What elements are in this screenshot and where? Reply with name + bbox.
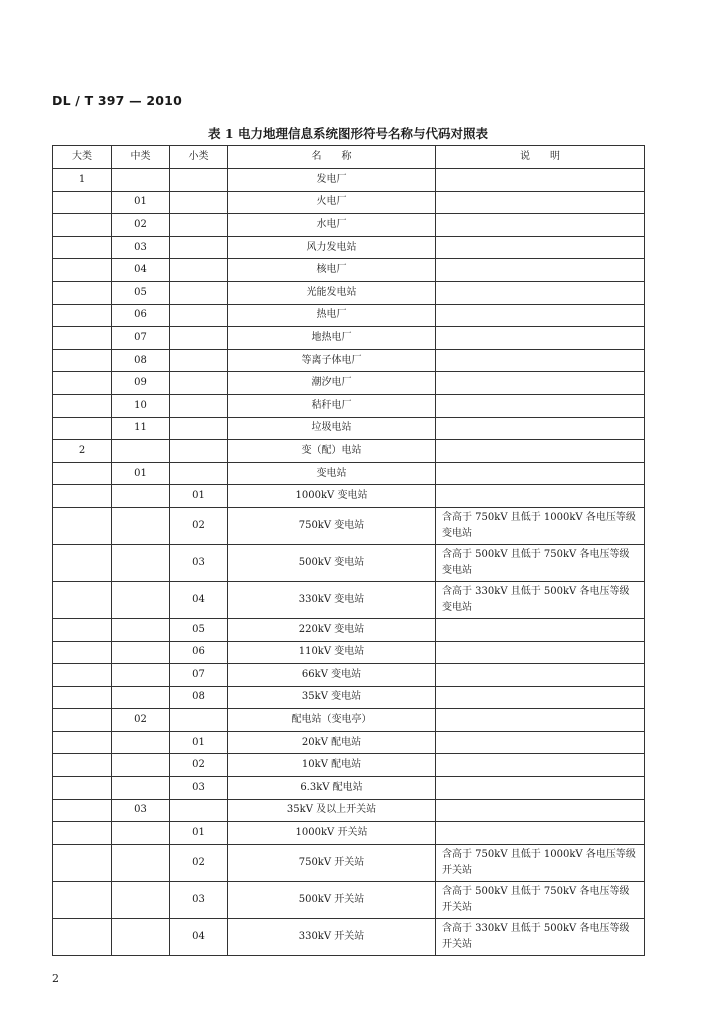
cell-description	[436, 686, 645, 709]
cell-minor-class	[170, 169, 228, 192]
cell-minor-class: 02	[170, 507, 228, 544]
cell-description	[436, 709, 645, 732]
table-row	[53, 581, 645, 618]
cell-minor-class: 02	[170, 844, 228, 881]
table-row	[53, 754, 645, 777]
cell-minor-class: 01	[170, 822, 228, 845]
cell-minor-class	[170, 191, 228, 214]
cell-minor-class	[170, 417, 228, 440]
cell-name: 110kV 变电站	[228, 641, 436, 664]
table-row	[53, 664, 645, 687]
cell-middle-class: 01	[112, 462, 170, 485]
table-row	[53, 918, 645, 955]
cell-major-class	[53, 417, 112, 440]
cell-major-class	[53, 304, 112, 327]
table-row	[53, 485, 645, 508]
cell-middle-class: 03	[112, 799, 170, 822]
cell-name: 330kV 开关站	[228, 918, 436, 955]
cell-middle-class	[112, 664, 170, 687]
cell-major-class	[53, 236, 112, 259]
cell-middle-class: 02	[112, 709, 170, 732]
cell-description	[436, 394, 645, 417]
cell-minor-class	[170, 440, 228, 463]
cell-major-class	[53, 618, 112, 641]
cell-major-class: 2	[53, 440, 112, 463]
cell-major-class	[53, 641, 112, 664]
table-row	[53, 822, 645, 845]
cell-description	[436, 618, 645, 641]
cell-description	[436, 485, 645, 508]
cell-minor-class	[170, 394, 228, 417]
table-row	[53, 507, 645, 544]
cell-minor-class	[170, 236, 228, 259]
cell-name: 1000kV 变电站	[228, 485, 436, 508]
cell-middle-class	[112, 440, 170, 463]
cell-description	[436, 440, 645, 463]
cell-minor-class: 08	[170, 686, 228, 709]
cell-name: 地热电厂	[228, 327, 436, 350]
table-row	[53, 462, 645, 485]
cell-major-class	[53, 881, 112, 918]
cell-name: 750kV 开关站	[228, 844, 436, 881]
table-row	[53, 327, 645, 350]
cell-minor-class: 04	[170, 918, 228, 955]
cell-description	[436, 417, 645, 440]
cell-description	[436, 191, 645, 214]
cell-name: 6.3kV 配电站	[228, 777, 436, 800]
cell-description	[436, 281, 645, 304]
column-header-middle-class: 中类	[112, 146, 170, 169]
cell-minor-class	[170, 709, 228, 732]
cell-middle-class	[112, 641, 170, 664]
cell-middle-class: 06	[112, 304, 170, 327]
cell-middle-class	[112, 507, 170, 544]
table-row	[53, 349, 645, 372]
table-title: 表 1 电力地理信息系统图形符号名称与代码对照表	[208, 126, 488, 141]
cell-middle-class: 09	[112, 372, 170, 395]
cell-name: 330kV 变电站	[228, 581, 436, 618]
table-row	[53, 799, 645, 822]
cell-minor-class	[170, 304, 228, 327]
cell-major-class	[53, 372, 112, 395]
cell-name: 20kV 配电站	[228, 731, 436, 754]
table-row	[53, 641, 645, 664]
cell-middle-class	[112, 544, 170, 581]
cell-description	[436, 327, 645, 350]
cell-middle-class	[112, 822, 170, 845]
cell-name: 变电站	[228, 462, 436, 485]
cell-minor-class	[170, 259, 228, 282]
cell-major-class	[53, 731, 112, 754]
cell-minor-class: 06	[170, 641, 228, 664]
cell-minor-class	[170, 349, 228, 372]
cell-minor-class	[170, 462, 228, 485]
cell-minor-class	[170, 327, 228, 350]
cell-name: 220kV 变电站	[228, 618, 436, 641]
cell-major-class	[53, 664, 112, 687]
cell-description	[436, 349, 645, 372]
table-row	[53, 618, 645, 641]
cell-description	[436, 822, 645, 845]
table-row	[53, 169, 645, 192]
cell-description	[436, 259, 645, 282]
cell-name: 火电厂	[228, 191, 436, 214]
cell-middle-class	[112, 754, 170, 777]
table-row	[53, 236, 645, 259]
cell-name: 潮汐电厂	[228, 372, 436, 395]
cell-middle-class	[112, 844, 170, 881]
cell-middle-class: 04	[112, 259, 170, 282]
table-row	[53, 214, 645, 237]
cell-name: 66kV 变电站	[228, 664, 436, 687]
cell-name: 1000kV 开关站	[228, 822, 436, 845]
cell-minor-class: 02	[170, 754, 228, 777]
table-body	[53, 169, 645, 956]
column-header-minor-class: 小类	[170, 146, 228, 169]
cell-description	[436, 169, 645, 192]
cell-name: 750kV 变电站	[228, 507, 436, 544]
cell-minor-class: 03	[170, 777, 228, 800]
cell-description	[436, 372, 645, 395]
cell-description	[436, 777, 645, 800]
cell-name: 秸秆电厂	[228, 394, 436, 417]
cell-middle-class	[112, 686, 170, 709]
cell-name: 500kV 开关站	[228, 881, 436, 918]
cell-major-class	[53, 799, 112, 822]
table-row	[53, 417, 645, 440]
cell-major-class	[53, 544, 112, 581]
document-code: DL / T 397 — 2010	[52, 93, 182, 108]
table-row	[53, 372, 645, 395]
cell-middle-class	[112, 618, 170, 641]
cell-description	[436, 664, 645, 687]
column-header-description: 说 明	[436, 146, 645, 169]
cell-middle-class	[112, 777, 170, 800]
cell-description: 含高于 330kV 且低于 500kV 各电压等级变电站	[436, 581, 645, 618]
cell-major-class: 1	[53, 169, 112, 192]
cell-middle-class: 03	[112, 236, 170, 259]
cell-name: 35kV 变电站	[228, 686, 436, 709]
table-row	[53, 544, 645, 581]
table-row	[53, 777, 645, 800]
cell-description: 含高于 330kV 且低于 500kV 各电压等级开关站	[436, 918, 645, 955]
cell-middle-class	[112, 485, 170, 508]
table-row	[53, 259, 645, 282]
cell-middle-class: 05	[112, 281, 170, 304]
cell-major-class	[53, 394, 112, 417]
cell-name: 500kV 变电站	[228, 544, 436, 581]
cell-description: 含高于 500kV 且低于 750kV 各电压等级变电站	[436, 544, 645, 581]
cell-major-class	[53, 507, 112, 544]
cell-minor-class: 01	[170, 731, 228, 754]
table-row	[53, 686, 645, 709]
cell-minor-class: 05	[170, 618, 228, 641]
cell-minor-class	[170, 281, 228, 304]
cell-description	[436, 462, 645, 485]
table-row	[53, 731, 645, 754]
column-header-major-class: 大类	[53, 146, 112, 169]
cell-description	[436, 214, 645, 237]
cell-major-class	[53, 844, 112, 881]
cell-minor-class	[170, 799, 228, 822]
cell-description: 含高于 750kV 且低于 1000kV 各电压等级变电站	[436, 507, 645, 544]
cell-name: 等离子体电厂	[228, 349, 436, 372]
cell-major-class	[53, 918, 112, 955]
cell-name: 水电厂	[228, 214, 436, 237]
cell-middle-class: 08	[112, 349, 170, 372]
cell-minor-class: 01	[170, 485, 228, 508]
cell-major-class	[53, 822, 112, 845]
cell-major-class	[53, 709, 112, 732]
cell-name: 发电厂	[228, 169, 436, 192]
cell-middle-class	[112, 169, 170, 192]
cell-name: 光能发电站	[228, 281, 436, 304]
cell-description	[436, 304, 645, 327]
cell-major-class	[53, 259, 112, 282]
cell-name: 风力发电站	[228, 236, 436, 259]
cell-major-class	[53, 777, 112, 800]
page-number: 2	[52, 972, 59, 985]
table-header-row	[53, 146, 645, 169]
cell-description	[436, 236, 645, 259]
cell-major-class	[53, 191, 112, 214]
cell-minor-class	[170, 214, 228, 237]
cell-major-class	[53, 754, 112, 777]
cell-major-class	[53, 349, 112, 372]
cell-major-class	[53, 281, 112, 304]
cell-major-class	[53, 581, 112, 618]
cell-major-class	[53, 686, 112, 709]
cell-name: 35kV 及以上开关站	[228, 799, 436, 822]
cell-name: 配电站（变电亭）	[228, 709, 436, 732]
cell-minor-class: 04	[170, 581, 228, 618]
column-header-name: 名 称	[228, 146, 436, 169]
cell-middle-class: 02	[112, 214, 170, 237]
table-row	[53, 304, 645, 327]
cell-minor-class: 03	[170, 881, 228, 918]
cell-description	[436, 641, 645, 664]
cell-description	[436, 754, 645, 777]
cell-middle-class	[112, 581, 170, 618]
cell-major-class	[53, 462, 112, 485]
cell-name: 10kV 配电站	[228, 754, 436, 777]
cell-middle-class: 01	[112, 191, 170, 214]
cell-description	[436, 799, 645, 822]
cell-major-class	[53, 214, 112, 237]
cell-middle-class	[112, 731, 170, 754]
cell-name: 热电厂	[228, 304, 436, 327]
cell-name: 核电厂	[228, 259, 436, 282]
cell-middle-class: 11	[112, 417, 170, 440]
table-row	[53, 191, 645, 214]
cell-minor-class	[170, 372, 228, 395]
table-row	[53, 440, 645, 463]
table-row	[53, 881, 645, 918]
table-row	[53, 844, 645, 881]
cell-major-class	[53, 485, 112, 508]
cell-minor-class: 07	[170, 664, 228, 687]
cell-middle-class	[112, 881, 170, 918]
table-row	[53, 281, 645, 304]
cell-middle-class: 10	[112, 394, 170, 417]
cell-minor-class: 03	[170, 544, 228, 581]
cell-description	[436, 731, 645, 754]
cell-name: 垃圾电站	[228, 417, 436, 440]
table-row	[53, 394, 645, 417]
code-table	[52, 145, 645, 956]
cell-name: 变（配）电站	[228, 440, 436, 463]
cell-middle-class	[112, 918, 170, 955]
code-table-container	[52, 145, 645, 956]
cell-description: 含高于 750kV 且低于 1000kV 各电压等级开关站	[436, 844, 645, 881]
cell-major-class	[53, 327, 112, 350]
cell-description: 含高于 500kV 且低于 750kV 各电压等级开关站	[436, 881, 645, 918]
table-row	[53, 709, 645, 732]
cell-middle-class: 07	[112, 327, 170, 350]
